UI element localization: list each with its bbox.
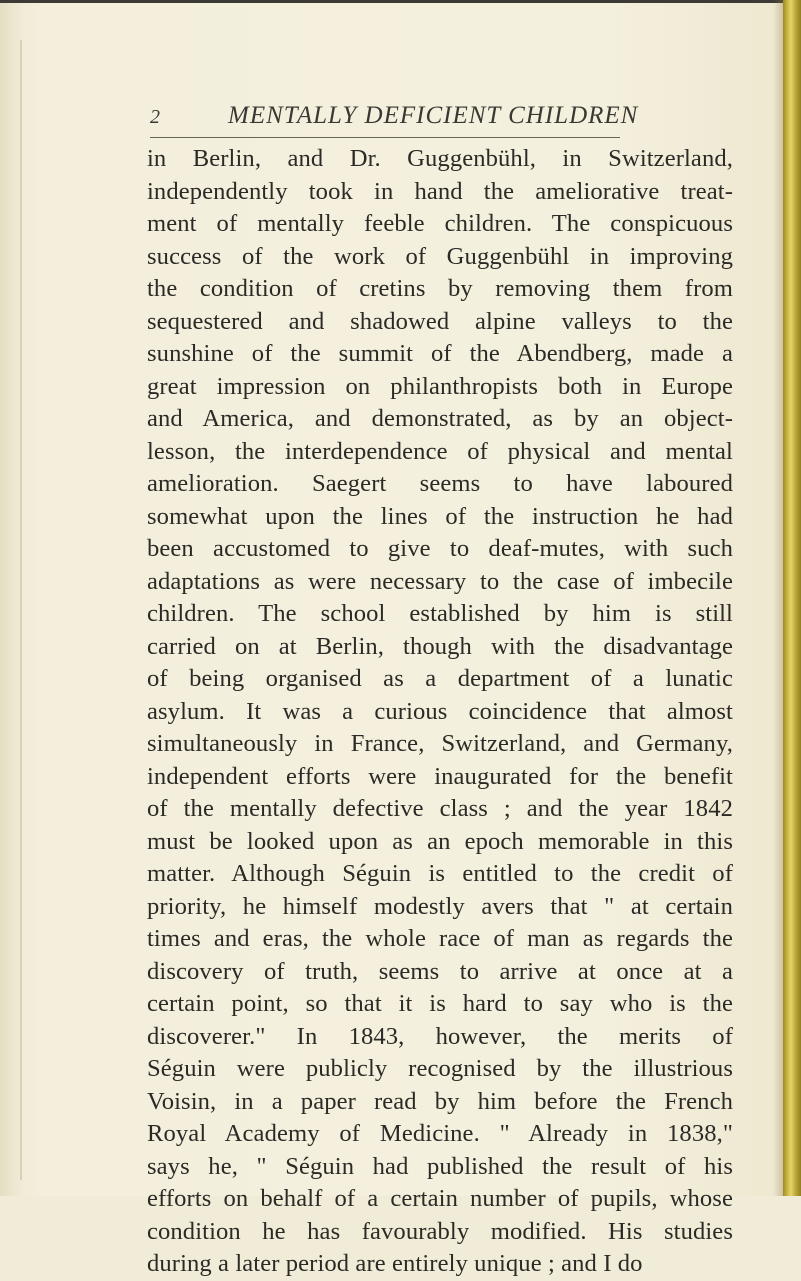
- text-line: independent efforts were inaugurated for the benefit: [147, 762, 733, 790]
- text-line: during a later period are entirely unique ; and I do: [147, 1250, 643, 1277]
- text-line: efforts on behalf of a certain number of pupils, whose: [147, 1185, 733, 1212]
- text-line: discovery of truth, seems to arrive at once at a: [147, 957, 733, 985]
- text-line: sequestered and shadowed alpine valleys to the: [147, 307, 733, 335]
- text-line: carried on at Berlin, though with the disadvantage: [147, 632, 733, 660]
- header-rule: [150, 137, 620, 138]
- text-line: must be looked upon as an epoch memorable in this: [147, 827, 733, 855]
- text-line: priority, he himself modestly avers that " at certain: [147, 892, 733, 920]
- text-line: adaptations as were necessary to the case of imbecile: [147, 567, 733, 595]
- text-line: the condition of cretins by removing them from: [147, 275, 733, 302]
- text-line: ment of mentally feeble children. The conspicuous: [147, 210, 733, 237]
- binding-shadow: [773, 0, 783, 1196]
- text-line: and America, and demonstrated, as by an object-: [147, 405, 733, 432]
- text-line: independently took in hand the ameliorative treat-: [147, 177, 733, 205]
- page-number: 2: [150, 106, 160, 128]
- text-line: discoverer." In 1843, however, the merits of: [147, 1022, 733, 1050]
- text-line: Royal Academy of Medicine. " Already in 1838,": [147, 1120, 733, 1147]
- running-head: MENTALLY DEFICIENT CHILDREN: [228, 102, 639, 129]
- text-line: sunshine of the summit of the Abendberg, made a: [147, 340, 733, 367]
- text-line: simultaneously in France, Switzerland, and Germany,: [147, 730, 733, 757]
- body-text: [147, 143, 733, 1281]
- text-line: certain point, so that it is hard to say who is the: [147, 990, 733, 1017]
- text-line: somewhat upon the lines of the instruction he had: [147, 502, 733, 530]
- text-line: of the mentally defective class ; and the year 1842: [147, 795, 733, 822]
- text-line: matter. Although Séguin is entitled to the credit of: [147, 860, 733, 887]
- text-line: in Berlin, and Dr. Guggenbühl, in Switzerland,: [147, 145, 733, 172]
- text-line: Séguin were publicly recognised by the illustrious: [147, 1055, 733, 1082]
- book-binding-edge: [783, 0, 801, 1196]
- page-left-edge: [0, 0, 28, 1196]
- top-edge-rule: [0, 0, 801, 3]
- text-line: says he, " Séguin had published the result of his: [147, 1152, 733, 1180]
- text-line: been accustomed to give to deaf-mutes, with such: [147, 535, 733, 562]
- text-line: lesson, the interdependence of physical and mental: [147, 437, 733, 465]
- page-header: [150, 102, 710, 132]
- text-line: Voisin, in a paper read by him before the French: [147, 1087, 733, 1115]
- text-line: condition he has favourably modified. His studies: [147, 1217, 733, 1245]
- text-line: children. The school established by him is still: [147, 600, 733, 627]
- text-line: asylum. It was a curious coincidence that almost: [147, 697, 733, 725]
- text-line: times and eras, the whole race of man as regards the: [147, 925, 733, 952]
- text-line: great impression on philanthropists both in Europe: [147, 372, 733, 400]
- text-line: success of the work of Guggenbühl in improving: [147, 242, 733, 270]
- text-line: amelioration. Saegert seems to have laboured: [147, 470, 733, 497]
- text-line: of being organised as a department of a lunatic: [147, 665, 733, 692]
- margin-line: [20, 40, 22, 1180]
